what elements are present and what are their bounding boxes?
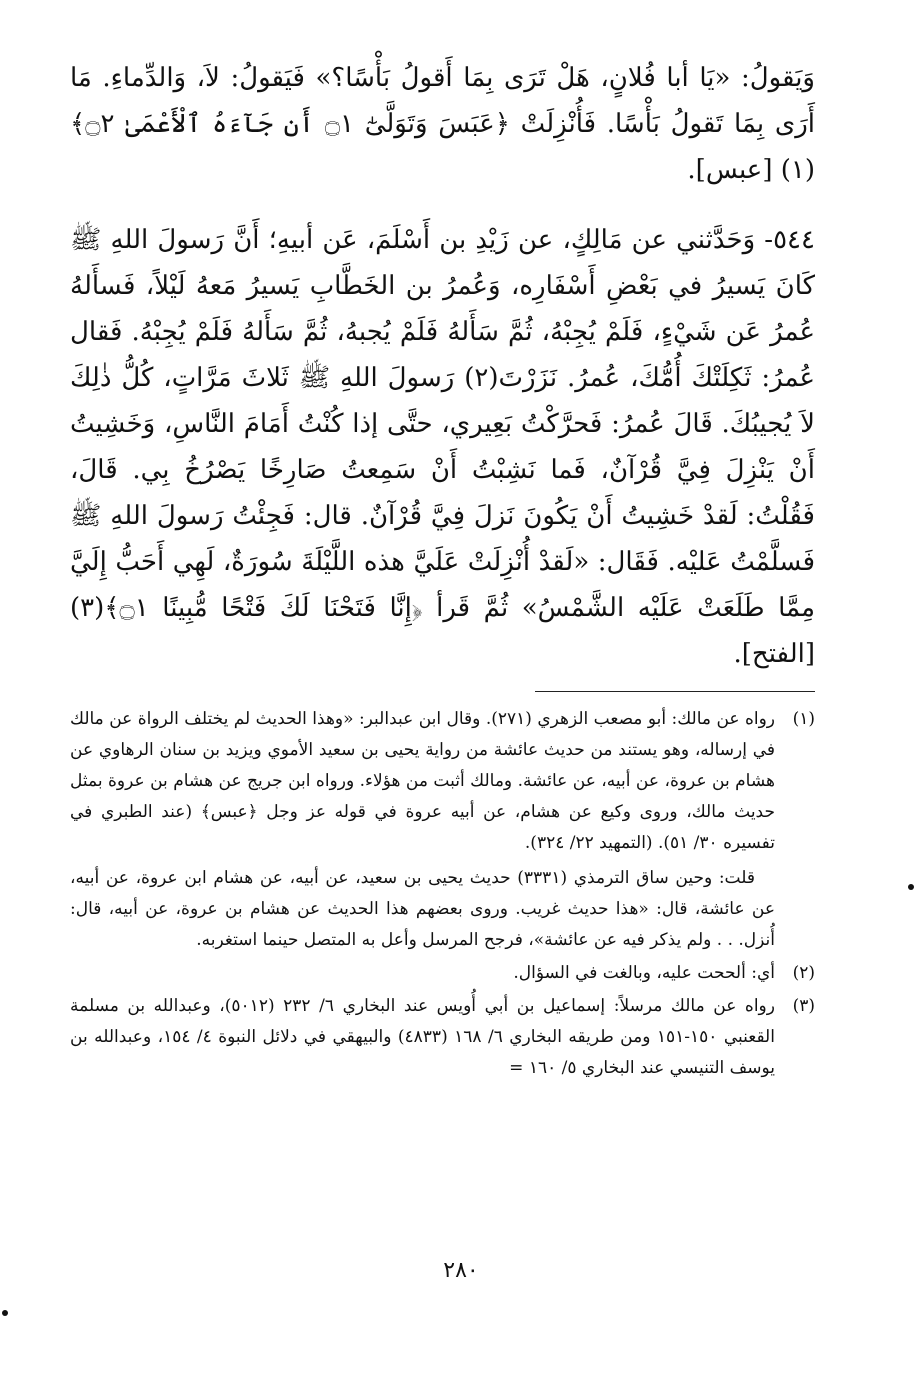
footnote-number: (٣) (792, 996, 815, 1016)
page-number: ٢٨٠ (443, 1258, 479, 1283)
footnote-divider (535, 691, 815, 692)
footnote-paragraph: رواه عن مالك: أبو مصعب الزهري (٢٧١). وقال ابن عبدالبر: «وهذا الحديث لم يختلف الرواة عن مالك في إرساله، وهو يستند من حديث عائشة من رواية يحيى بن سعيد الأموي ويزيد بن سنان الرهاوي عن هشام بن عروة، عن أبيه، عن عائشة. ومالك أثبت من هؤلاء. ورواه ابن جريج عن هشام بن عروة بمثل حديث مالك، وروى وكيع عن هشام، عن أبيه عروة في قوله عز وجل ﴿عبس﴾ (عند الطبري في تفسيره ٣٠/ ٥١). (التمهيد ٢٢/ ٣٢٤). (70, 709, 775, 853)
footnote-body (70, 958, 775, 989)
book-page (70, 55, 815, 1345)
footnote-1 (70, 704, 815, 956)
footnotes (70, 704, 815, 1084)
footnote-body (70, 991, 775, 1084)
main-paragraph-hadith-544: ٥٤٤- وَحَدَّثني عن مَالِكٍ، عن زَيْدِ بن أَسْلَمَ، عَن أبيهِ؛ أَنَّ رَسولَ اللهِ ﷺ كَانَ يَسيرُ في بَعْضِ أَسْفَارِه، وَعُمرُ بن الخَطَّابِ يَسيرُ مَعهُ لَيْلاً، فَسأَلهُ عُمرُ عَن شَيْءٍ، فَلَمْ يُجِبْهُ، ثُمَّ سَأَلهُ فَلَمْ يُجبهُ، ثُمَّ سَأَلهُ فَلَمْ يُجِبْهُ. فَقال عُمرُ: ثَكِلَتْكَ أُمُّكَ، عُمرُ. نَزَرْتَ(٢) رَسولَ اللهِ ﷺ ثَلاثَ مَرَّاتٍ، كُلُّ ذٰلِكَ لاَ يُجيبُكَ. قَالَ عُمرُ: فَحرَّكْتُ بَعِيري، حتَّى إذا كُنْتُ أَمَامَ النَّاسِ، وَخَشِيتُ أَنْ يَنْزِلَ فِيَّ قُرْآنٌ، فَما نَشِبْتُ أَنْ سَمِعتُ صَارِخًا يَصْرُخُ بِي. قَالَ، فَقُلْتُ: لَقدْ خَشِيتُ أَنْ يَكُونَ نَزلَ فِيَّ قُرْآنٌ. قال: فَجِئْتُ رَسولَ اللهِ ﷺ فَسلَّمْتُ عَليْه. فَقَال: «لَقدْ أُنْزِلَتْ عَلَيَّ هذه اللَّيْلَةَ سُورَةٌ، لَهِي أَحَبُّ إِلَيَّ مِمَّا طَلَعَتْ عَلَيْه الشَّمْسُ» ثُمَّ قَرأ ﴿إِنَّا فَتَحْنَا لَكَ فَتْحًا مُّبِينًا ۝١﴾(٣) [الفتح]. (70, 225, 815, 669)
footnote-body (70, 704, 775, 956)
footnote-number: (١) (792, 709, 815, 729)
scan-dot-mark (908, 884, 914, 890)
footnote-3 (70, 991, 815, 1084)
footnote-paragraph: قلت: وحين ساق الترمذي (٣٣٣١) حديث يحيى بن سعيد، عن أبيه، عن هشام ابن عروة، عن أبيه، عن عائشة، قال: «هذا حديث غريب. وروى بعضهم هذا الحديث عن هشام بن عروة، عن أبيه، قال: أُنزل. . . ولم يذكر فيه عن عائشة»، فرجح المرسل وأعل به المتصل حينما استغربه. (70, 868, 775, 950)
main-paragraph-1: وَيَقولُ: «يَا أبا فُلانٍ، هَلْ تَرَى بِمَا أَقولُ بَأْسًا؟» فَيَقولُ: لاَ، وَالدِّماءِ. مَا أَرَى بِمَا تَقولُ بَأْسًا. فَأُنْزِلَتْ ﴿عَبَسَ وَتَوَلَّىٰٓ ۝١ أَن جَآءَهُ ٱلْأَعْمَىٰ ۝٢﴾(١) [عبس]. (70, 63, 815, 185)
footnote-paragraph: أي: ألححت عليه، وبالغت في السؤال. (513, 963, 775, 983)
footnote-number: (٢) (792, 963, 815, 983)
footnote-paragraph: رواه عن مالك مرسلاً: إسماعيل بن أبي أُويس عند البخاري ٦/ ٢٣٢ (٥٠١٢)، وعبدالله بن مسلمة القعنبي ١٥٠-١٥١ ومن طريقه البخاري ٦/ ١٦٨ (٤٨٣٣) والبيهقي في دلائل النبوة ٤/ ١٥٤، وعبدالله بن يوسف التنيسي عند البخاري ٥/ ١٦٠ = (70, 996, 775, 1078)
scan-dot-mark (2, 1310, 8, 1316)
footnote-2 (70, 958, 815, 989)
